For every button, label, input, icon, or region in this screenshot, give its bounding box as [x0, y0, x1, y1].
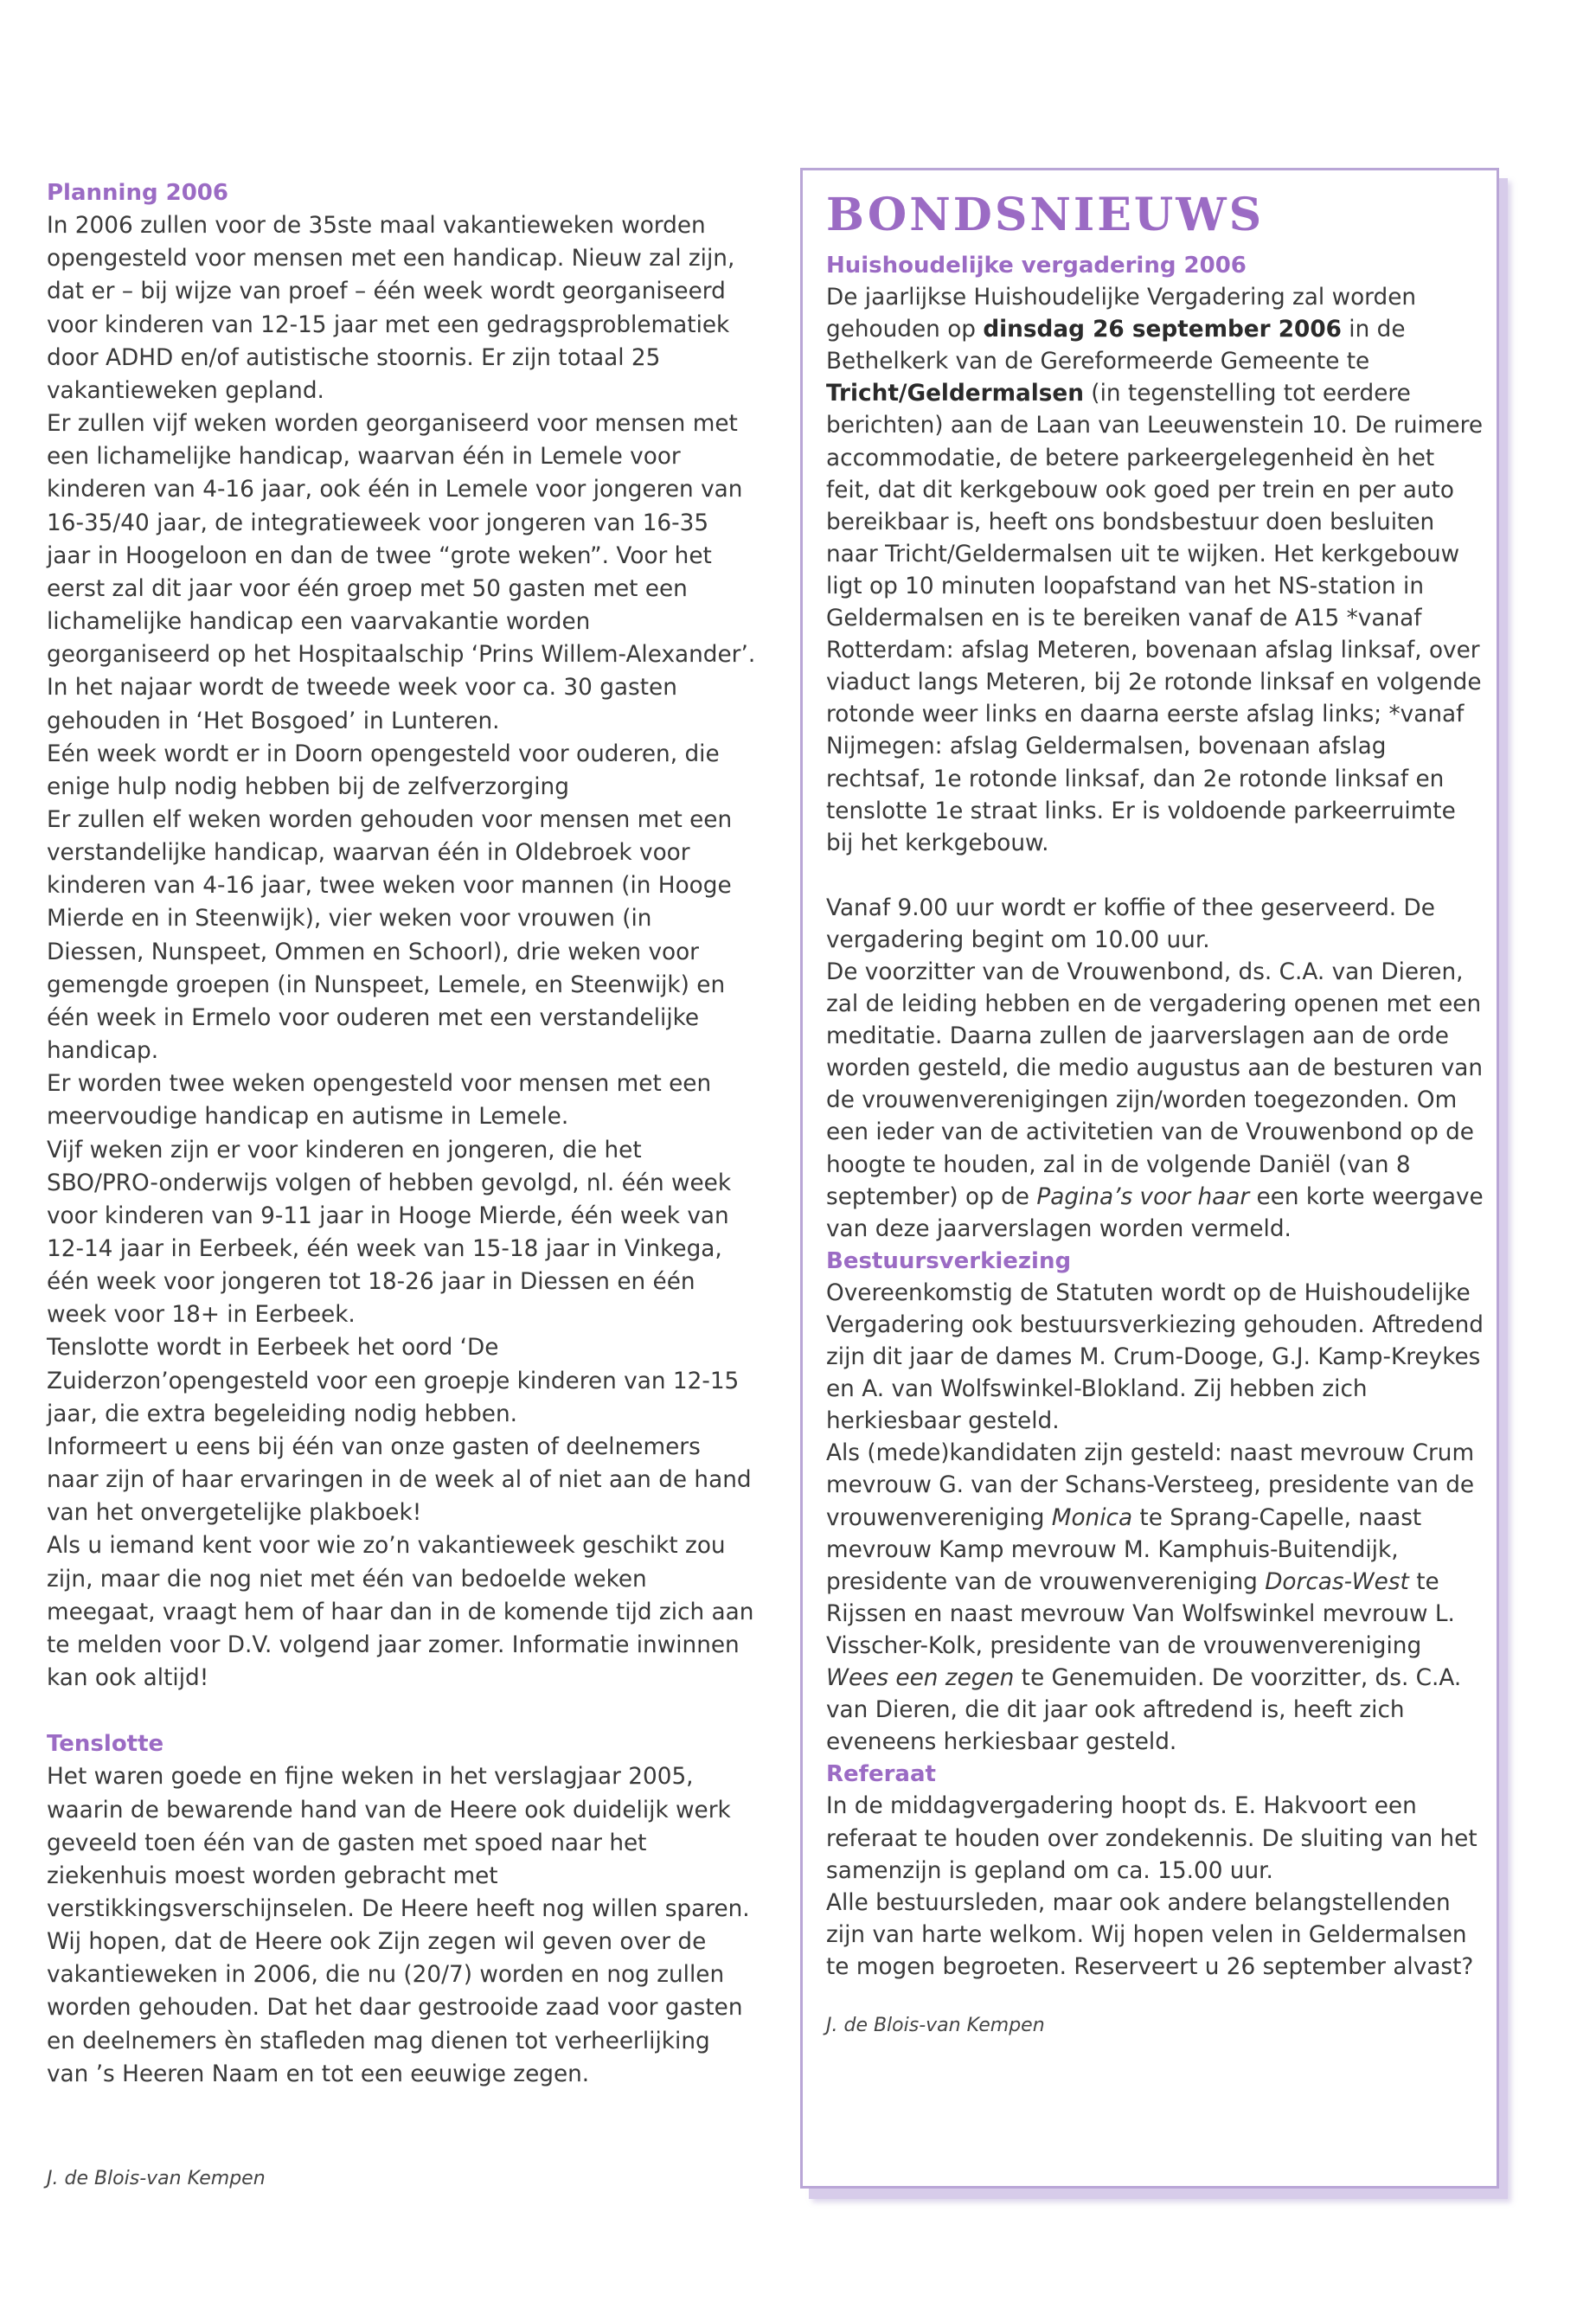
planning-heading: Planning 2006	[47, 180, 228, 206]
spacer	[826, 860, 1484, 893]
text-span: te Genemuiden. De voorzitter, ds. C.A. van Dieren, die dit jaar ook aftredend is, heeft zich eveneens herkiesbaar gesteld.	[826, 1665, 1462, 1756]
right-signature: J. de Blois-van Kempen	[826, 2014, 1045, 2036]
bondsnieuws-box	[800, 168, 1499, 2189]
referaat-heading: Referaat	[826, 1761, 936, 1788]
bestuur-heading: Bestuursverkiezing	[826, 1247, 1072, 1274]
bondsnieuws-content	[826, 189, 1484, 2041]
text-span: te Rijssen en naast mevrouw Van Wolfswinkel mevrouw L. Visscher-Kolk, presidente van de vrouwenvereniging	[826, 1568, 1455, 1659]
vergadering-heading: Huishoudelijke vergadering 2006	[826, 253, 1247, 279]
italic-span: Pagina’s voor haar	[1036, 1183, 1250, 1210]
planning-paragraph: Tenslotte wordt in Eerbeek het oord ‘De Zuiderzon’opengesteld voor een groepje kinderen van 12-15 jaar, die extra begeleiding nodig hebben.	[47, 1335, 740, 1427]
planning-paragraph: Als u iemand kent voor wie zo’n vakantieweek geschikt zou zijn, maar die nog niet met één van bedoelde weken meegaat, vraagt hem of haar dan in de komende tijd zich aan te melden voor D.V. volgend jaar zomer. Informatie inwinnen kan ook altijd!	[47, 1533, 754, 1692]
tenslotte-heading: Tenslotte	[47, 1731, 164, 1758]
referaat-paragraph-1: In de middagvergadering hoopt ds. E. Hakvoort een referaat te houden over zondekennis. De sluiting van het samenzijn is gepland om ca. 15.00 uur.	[826, 1793, 1477, 1884]
left-column	[47, 176, 756, 2091]
text-span: een korte weergave van deze jaarverslagen worden vermeld.	[826, 1183, 1484, 1242]
bestuur-paragraph-1: Overeenkomstig de Statuten wordt op de Huishoudelijke Vergadering ook bestuursverkiezing gehouden. Aftredend zijn dit jaar de dames M. Crum-Dooge, G.J. Kamp-Kreykes en A. van Wolfswinkel-Blokland. Zij hebben zich herkiesbaar gesteld.	[826, 1279, 1484, 1435]
planning-paragraph: Eén week wordt er in Doorn opengesteld voor ouderen, die enige hulp nodig hebben bij de zelfverzorging	[47, 740, 720, 800]
text-span: Als (mede)kandidaten zijn gesteld: naast mevrouw Crum mevrouw G. van der Schans-Versteeg, presidente van de vrouwenvereniging	[826, 1440, 1475, 1531]
meeting-place: Tricht/Geldermalsen	[826, 381, 1084, 407]
planning-paragraph: In 2006 zullen voor de 35ste maal vakantieweken worden opengesteld voor mensen met een handicap. Nieuw zal zijn, dat er – bij wijze van proef – één week wordt georganiseerd voor kinderen van 12-15 jaar met een gedragsproblematiek door ADHD en/of autistische stoornis. Er zijn totaal 25 vakantieweken gepland.	[47, 213, 735, 404]
vergadering-paragraph-1	[826, 282, 1484, 860]
vergadering-paragraph-2: Vanaf 9.00 uur wordt er koffie of thee geserveerd. De vergadering begint om 10.00 uur.	[826, 894, 1435, 953]
left-signature: J. de Blois-van Kempen	[47, 2168, 266, 2189]
planning-paragraph: Er zullen vijf weken worden georganiseerd voor mensen met een lichamelijke handicap, waarvan één in Lemele voor kinderen van 4-16 jaar, ook één in Lemele voor jongeren van 16-35/40 jaar, de integratieweek voor jongeren van 16-35 jaar in Hoogeloon en dan de twee “grote weken”. Voor het eerst zal dit jaar voor één groep met 50 gasten met een lichamelijke handicap een vaarvakantie worden georganiseerd op het Hospitaalschip ‘Prins Willem-Alexander’. In het najaar wordt de tweede week voor ca. 30 gasten gehouden in ‘Het Bosgoed’ in Lunteren.	[47, 411, 756, 734]
text-span: in de Bethelkerk van de Gereformeerde Gemeente te	[826, 317, 1406, 375]
bondsnieuws-banner: BONDSNIEUWS	[826, 189, 1265, 241]
meeting-date: dinsdag 26 september 2006	[983, 317, 1342, 343]
text-span: De jaarlijkse Huishoudelijke Vergadering zal worden gehouden op	[826, 285, 1417, 343]
planning-paragraph: Informeert u eens bij één van onze gasten of deelnemers naar zijn of haar ervaringen in de week al of niet aan de hand van het onvergetelijke plakboek!	[47, 1433, 752, 1527]
italic-span: Dorcas-West	[1265, 1568, 1409, 1595]
text-span: te Sprang-Capelle, naast mevrouw Kamp mevrouw M. Kamphuis-Buitendijk, presidente van de vrouwenvereniging	[826, 1504, 1422, 1595]
italic-span: Monica	[1051, 1504, 1133, 1531]
tenslotte-paragraph: Het waren goede en fijne weken in het verslagjaar 2005, waarin de bewarende hand van de Heere ook duidelijk werk geveeld toen één van de gasten met spoed naar het ziekenhuis moest worden gebracht met verstikkingsverschijnselen. De Heere heeft nog willen sparen.	[47, 1764, 750, 1922]
tenslotte-paragraph: Wij hopen, dat de Heere ook Zijn zegen wil geven over de vakantieweken in 2006, die nu (20/7) worden en nog zullen worden gehouden. Dat het daar gestrooide zaad voor gasten en deelnemers èn stafleden mag dienen tot verheerlijking van ’s Heeren Naam en tot een eeuwige zegen.	[47, 1929, 743, 2087]
text-span: (in tegenstelling tot eerdere berichten) aan de Laan van Leeuwenstein 10. De ruimere accommodatie, de betere parkeergelegenheid èn het feit, dat dit kerkgebouw ook goed per trein en per auto bereikbaar is, heeft ons bondsbestuur doen besluiten naar Tricht/Geldermalsen uit te wijken. Het kerkgebouw ligt op 10 minuten loopafstand van het NS-station in Geldermalsen en is te bereiken vanaf de A15 *vanaf Rotterdam: afslag Meteren, bovenaan afslag linksaf, over viaduct langs Meteren, bij 2e rotonde linksaf en volgende rotonde weer links en daarna eerste afslag links; *vanaf Nijmegen: afslag Geldermalsen, bovenaan afslag rechtsaf, 1e rotonde linksaf, dan 2e rotonde linksaf en tenslotte 1e straat links. Er is voldoende parkeerruimte bij het kerkgebouw.	[826, 381, 1484, 856]
bestuur-paragraph-2	[826, 1438, 1484, 1759]
text-span: De voorzitter van de Vrouwenbond, ds. C.A. van Dieren, zal de leiding hebben en de vergadering openen met een meditatie. Daarna zullen de jaarverslagen aan de orde worden gesteld, die medio augustus aan de besturen van de vrouwenverenigingen zijn/worden toegezonden. Om een ieder van de activitetien van de Vrouwenbond op de hoogte te houden, zal in de volgende Daniël (van 8 september) op de	[826, 958, 1484, 1210]
italic-span: Wees een zegen	[826, 1665, 1015, 1692]
planning-paragraph: Er zullen elf weken worden gehouden voor mensen met een verstandelijke handicap, waarvan één in Oldebroek voor kinderen van 4-16 jaar, twee weken voor mannen (in Hooge Mierde en in Steenwijk), vier weken voor vrouwen (in Diessen, Nunspeet, Ommen en Schoorl), drie weken voor gemengde groepen (in Nunspeet, Lemele, en Steenwijk) en één week in Ermelo voor ouderen met een verstandelijke handicap.	[47, 806, 733, 1065]
vergadering-paragraph-3	[826, 957, 1484, 1246]
planning-paragraph: Vijf weken zijn er voor kinderen en jongeren, die het SBO/PRO-onderwijs volgen of hebben gevolgd, nl. één week voor kinderen van 9-11 jaar in Hooge Mierde, één week van 12-14 jaar in Eerbeek, één week van 15-18 jaar in Vinkega, één week voor jongeren tot 18-26 jaar in Diessen en één week voor 18+ in Eerbeek.	[47, 1137, 732, 1329]
spacer	[47, 1695, 756, 1727]
planning-paragraph: Er worden twee weken opengesteld voor mensen met een meervoudige handicap en autisme in Lemele.	[47, 1071, 712, 1131]
referaat-paragraph-2: Alle bestuursleden, maar ook andere belangstellenden zijn van harte welkom. Wij hopen velen in Geldermalsen te mogen begroeten. Reserveert u 26 september alvast?	[826, 1889, 1474, 1980]
